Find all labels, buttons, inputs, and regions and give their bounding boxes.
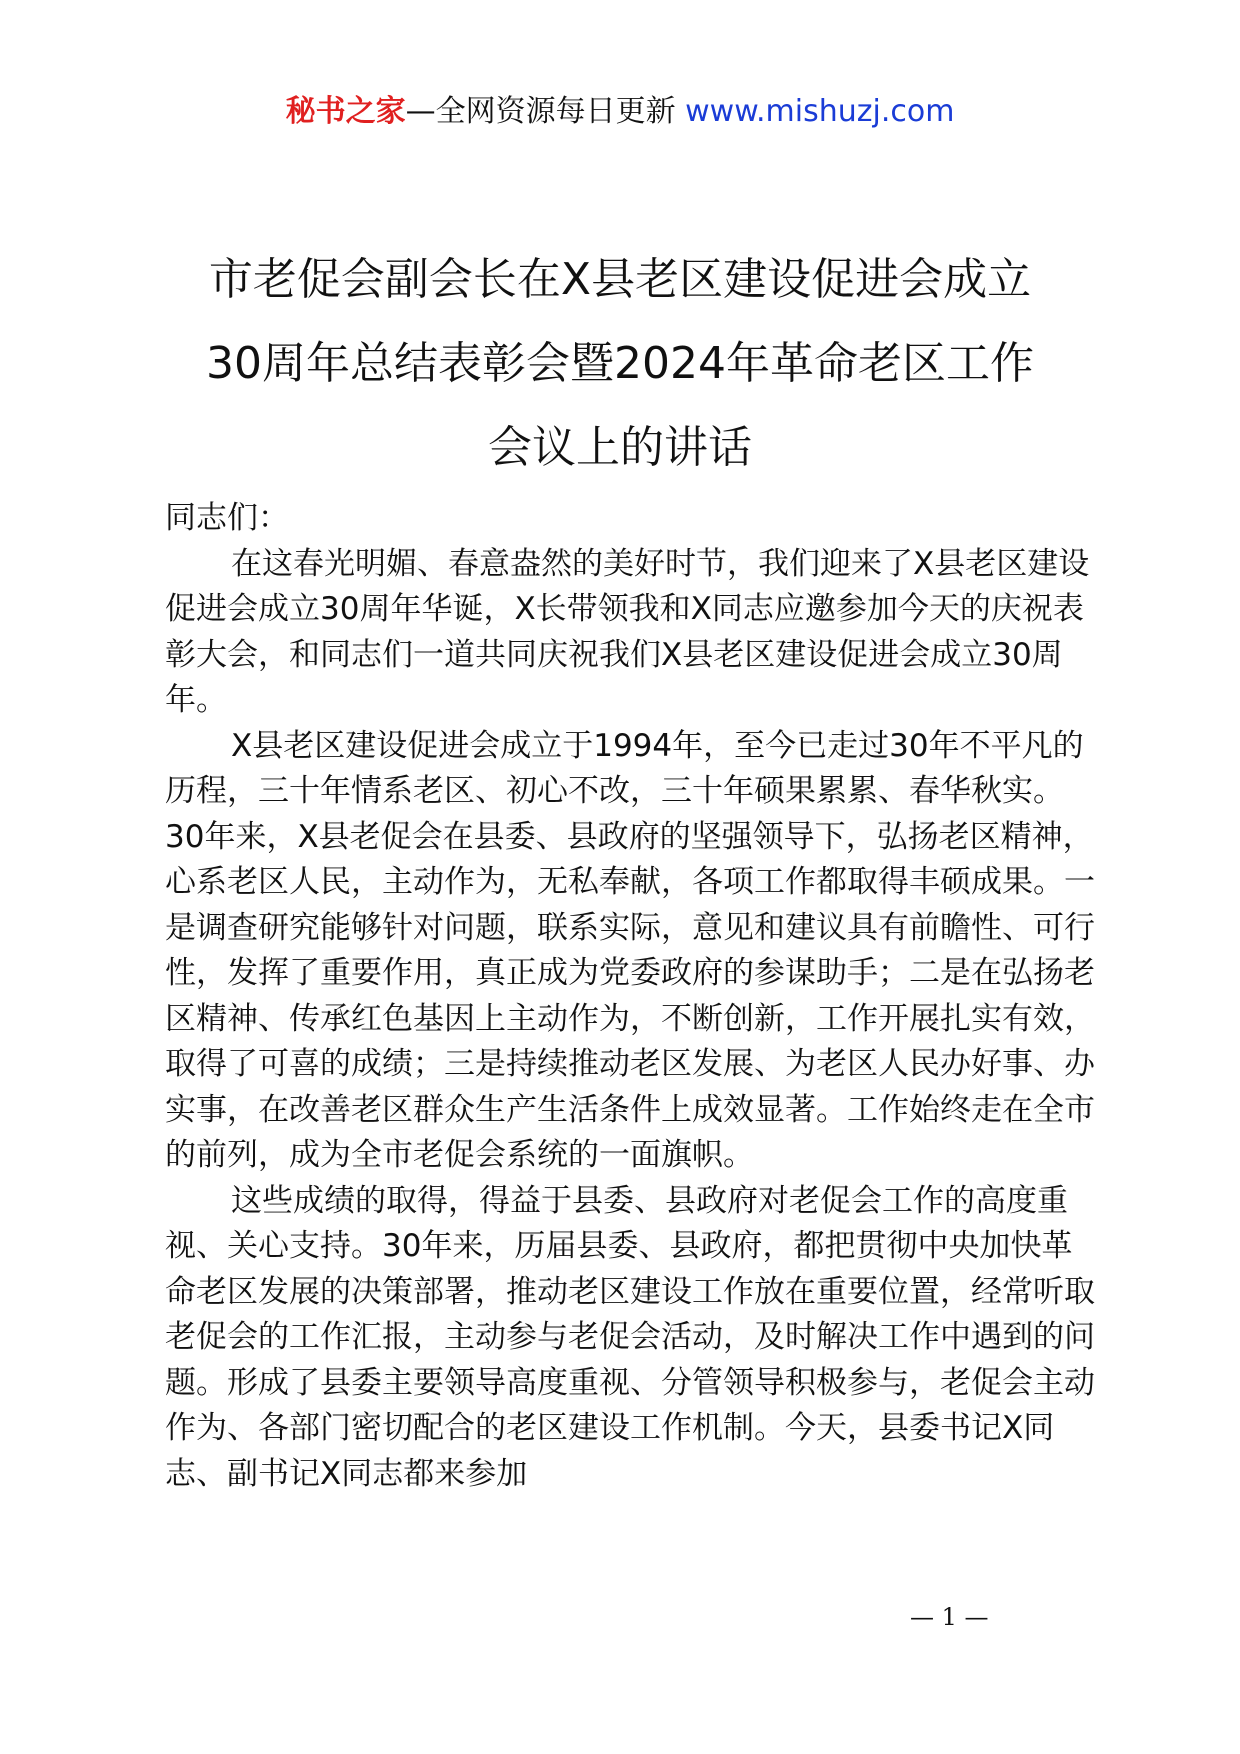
paragraph-1: 在这春光明媚、春意盎然的美好时节，我们迎来了X县老区建设促进会成立30周年华诞，X长带领我和X同志应邀参加今天的庆祝表彰大会，和同志们一道共同庆祝我们X县老区建设促进会成立30周年。 bbox=[165, 545, 1090, 718]
site-tagline: —全网资源每日更新 bbox=[405, 94, 686, 129]
site-url-link[interactable]: www.mishuzj.com bbox=[685, 94, 955, 129]
page-number: — 1 — bbox=[910, 1603, 989, 1631]
paragraph-2: X县老区建设促进会成立于1994年，至今已走过30年不平凡的历程，三十年情系老区、初心不改，三十年硕果累累、春华秋实。30年来，X县老促会在县委、县政府的坚强领导下，弘扬老区精神，心系老区人民，主动作为，无私奉献，各项工作都取得丰硕成果。一是调查研究能够针对问题，联系实际，意见和建议具有前瞻性、可行性，发挥了重要作用，真正成为党委政府的参谋助手；二是在弘扬老区精神、传承红色基因上主动作为，不断创新，工作开展扎实有效，取得了可喜的成绩；三是持续推动老区发展、为老区人民办好事、办实事，在改善老区群众生产生活条件上成效显著。工作始终走在全市的前列，成为全市老促会系统的一面旗帜。 bbox=[165, 727, 1095, 1173]
document-body bbox=[165, 496, 1100, 1497]
title-line-1: 市老促会副会长在X县老区建设促进会成立 bbox=[208, 254, 1032, 305]
title-line-3: 会议上的讲话 bbox=[488, 422, 752, 473]
site-brand: 秘书之家 bbox=[285, 94, 406, 129]
document-title bbox=[130, 238, 1110, 490]
site-header bbox=[0, 92, 1240, 132]
paragraph-3: 这些成绩的取得，得益于县委、县政府对老促会工作的高度重视、关心支持。30年来，历届县委、县政府，都把贯彻中央加快革命老区发展的决策部署，推动老区建设工作放在重要位置，经常听取老促会的工作汇报，主动参与老促会活动，及时解决工作中遇到的问题。形成了县委主要领导高度重视、分管领导积极参与，老促会主动作为、各部门密切配合的老区建设工作机制。今天，县委书记X同志、副书记X同志都来参加 bbox=[165, 1182, 1095, 1492]
title-line-2: 30周年总结表彰会暨2024年革命老区工作 bbox=[206, 338, 1034, 389]
salutation: 同志们： bbox=[165, 500, 289, 536]
